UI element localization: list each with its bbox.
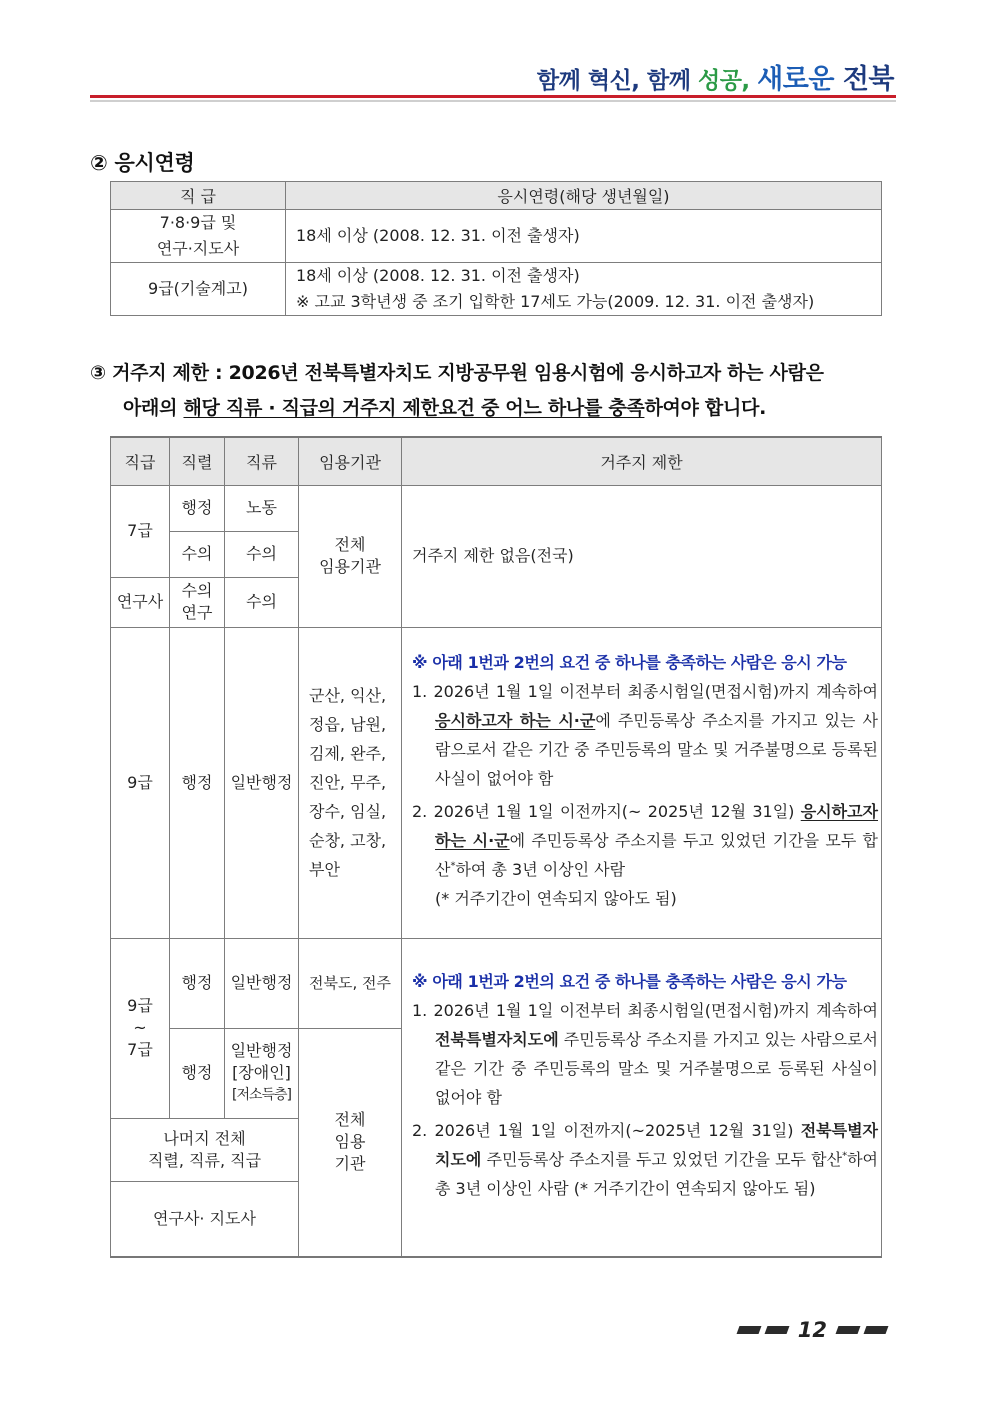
- remaining-grades-cell: [111, 1118, 299, 1181]
- series-text: 연구: [181, 603, 213, 622]
- page-footer: [738, 1318, 887, 1342]
- area-text: 장수, 임실,: [309, 802, 387, 821]
- header-divider-red: [90, 95, 896, 98]
- series-text: 수의: [181, 581, 213, 600]
- table-row: [111, 210, 882, 263]
- area-text: 군산, 익산,: [309, 686, 387, 705]
- page-header: [90, 55, 896, 107]
- item-text: 에 주민등록상 주소지를 두고 있었던 기간을 모두 합산: [435, 830, 878, 879]
- agency-text: 임용기관: [319, 557, 381, 576]
- agency-cell: [299, 627, 402, 938]
- slogan-part: 전북: [842, 64, 894, 95]
- table-header-row: [111, 182, 882, 210]
- agency-text: 전체: [334, 535, 366, 554]
- age-cell: [286, 210, 882, 263]
- requirement-note: ※ 아래 1번과 2번의 요건 중 하나를 충족하는 사람은 응시 가능: [412, 971, 847, 991]
- item-text: 2. 2026년 1월 1일 이전까지(~2025년 12월 31일): [412, 1120, 801, 1140]
- slogan-part: 성공,: [697, 68, 758, 94]
- header-cell: 직 급: [111, 182, 286, 210]
- series-cell: 행정: [170, 485, 225, 531]
- item-emphasis: 응시하고자 하는 시·군: [435, 801, 878, 850]
- series-cell: 행정: [170, 627, 225, 938]
- grade-text: 7·8·9급 및: [159, 213, 237, 232]
- series-cell: [170, 577, 225, 627]
- item-text: 1. 2026년 1월 1일 이전부터 최종시험일(면접시험)까지 계속하여: [412, 681, 878, 701]
- title-line: [90, 391, 898, 426]
- header-cell: 직렬: [170, 437, 225, 485]
- title-text: 아래의: [123, 397, 184, 419]
- title-text: 하여야 합니다.: [644, 397, 766, 419]
- requirement-footnote: (* 거주기간이 연속되지 않아도 됨): [435, 888, 677, 908]
- class-cell: 수의: [225, 577, 299, 627]
- remaining-text: 직렬, 직류, 직급: [147, 1150, 262, 1170]
- title-emphasis: 해당 직류 · 직급의 거주지 제한요건 중 어느 하나를 충족: [183, 397, 645, 419]
- area-text: 진안, 무주,: [309, 773, 387, 792]
- section-title-age: ② 응시연령: [90, 151, 195, 175]
- agency-text: 전체: [334, 1110, 366, 1130]
- agency-cell: 전북도, 전주: [299, 938, 402, 1028]
- slogan-part: 함께: [536, 68, 588, 94]
- item-emphasis: 응시하고자 하는 시·군: [435, 710, 596, 730]
- footnote-mark: *: [450, 860, 456, 872]
- agency-text: 기관: [334, 1154, 366, 1174]
- item-text: 1. 2026년 1월 1일 이전부터 최종시험일(면접시험)까지 계속하여: [412, 1000, 878, 1020]
- requirement-item-1: [412, 677, 878, 793]
- requirement-item-2: [412, 1116, 878, 1203]
- age-text: 18세 이상 (2008. 12. 31. 이전 출생자): [296, 226, 580, 245]
- section-title-residence: [90, 356, 898, 426]
- area-text: 김제, 완주,: [309, 744, 387, 763]
- item-text: 하여 총 3년 이상인 사람: [455, 859, 626, 879]
- residence-table: [110, 436, 882, 1258]
- requirement-note: ※ 아래 1번과 2번의 요건 중 하나를 충족하는 사람은 응시 가능: [412, 652, 847, 672]
- table-row: [111, 938, 882, 1028]
- class-cell: [225, 1028, 299, 1118]
- grade-text: 9급(기술계고): [148, 279, 248, 298]
- restriction-cell: 거주지 제한 없음(전국): [402, 485, 882, 627]
- grade-cell: 7급: [111, 485, 170, 577]
- agency-text: 임용: [334, 1132, 366, 1152]
- area-text: 순창, 고창,: [309, 831, 387, 850]
- class-text: [저소득층]: [231, 1087, 292, 1103]
- series-cell: 행정: [170, 938, 225, 1028]
- grade-text: ~: [133, 1018, 147, 1037]
- item-text: 에 주민등록상 주소지를 가지고 있는 사람으로서 같은 기간 중 주민등록의 말소 및 거주불명으로 등록된 사실이 없어야 함: [435, 710, 878, 788]
- class-text: [장애인]: [232, 1063, 291, 1082]
- table-row: [111, 627, 882, 938]
- slogan-part: 함께: [647, 68, 698, 94]
- header-cell: 직류: [225, 437, 299, 485]
- grade-cell: [111, 210, 286, 263]
- table-row: [111, 263, 882, 316]
- header-cell: 거주지 제한: [402, 437, 882, 485]
- agency-cell: [299, 485, 402, 627]
- grade-text: 연구·지도사: [156, 239, 240, 258]
- class-cell: 노동: [225, 485, 299, 531]
- title-line: ③ 거주지 제한 : 2026년 전북특별자치도 지방공무원 임용시험에 응시하고자 하는 사람은: [90, 362, 824, 384]
- class-text: 일반행정: [230, 1041, 293, 1060]
- table-row: [111, 485, 882, 531]
- grade-text: 9급: [127, 996, 153, 1015]
- footer-bar-decoration: [764, 1326, 789, 1334]
- item-text: 주민등록상 주소지를 가지고 있는 사람으로서 같은 기간 중 주민등록의 말소 및 거주불명으로 등록된 사실이 없어야 함: [435, 1029, 878, 1107]
- item-text: 2. 2026년 1월 1일 이전까지(~ 2025년 12월 31일): [412, 801, 801, 821]
- remaining-text: 나머지 전체: [163, 1128, 246, 1148]
- item-text: 주민등록상 주소지를 두고 있었던 기간을 모두 합산: [481, 1149, 843, 1169]
- restriction-cell: [402, 627, 882, 938]
- restriction-cell: [402, 938, 882, 1257]
- class-cell: 일반행정: [225, 938, 299, 1028]
- header-cell: 직급: [111, 437, 170, 485]
- grade-cell: [111, 938, 170, 1118]
- footer-bar-decoration: [864, 1326, 889, 1334]
- table-header-row: [111, 437, 882, 485]
- grade-text: 7급: [127, 1040, 153, 1059]
- requirement-item-2: [412, 797, 878, 884]
- footnote-mark: *: [842, 1150, 848, 1162]
- age-note: ※ 고교 3학년생 중 조기 입학한 17세도 가능(2009. 12. 31. 이전 출생자): [296, 292, 815, 311]
- footer-bar-decoration: [736, 1326, 761, 1334]
- area-text: 부안: [309, 860, 340, 879]
- class-cell: 수의: [225, 531, 299, 577]
- footer-bar-decoration: [836, 1326, 861, 1334]
- slogan-part: 새로운: [757, 64, 843, 95]
- age-cell: [286, 263, 882, 316]
- class-cell: 일반행정: [225, 627, 299, 938]
- header-divider-gray: [90, 100, 896, 102]
- requirement-item-1: [412, 996, 878, 1112]
- grade-cell: [111, 263, 286, 316]
- age-text: 18세 이상 (2008. 12. 31. 이전 출생자): [296, 266, 580, 285]
- header-cell: 임용기관: [299, 437, 402, 485]
- slogan-part: 혁신,: [587, 68, 648, 94]
- item-text: 하여 총 3년 이상인 사람 (* 거주기간이 연속되지 않아도 됨): [435, 1149, 878, 1198]
- agency-cell: [299, 1028, 402, 1257]
- page-number: 12: [797, 1318, 827, 1342]
- slogan-logo: [537, 57, 894, 96]
- series-cell: 수의: [170, 531, 225, 577]
- header-cell: 응시연령(해당 생년월일): [286, 182, 882, 210]
- item-emphasis: 전북특별자치도에: [435, 1120, 878, 1169]
- area-text: 정읍, 남원,: [309, 715, 387, 734]
- age-table: [110, 181, 882, 316]
- researcher-cell: 연구사· 지도사: [111, 1181, 299, 1257]
- grade-cell: 연구사: [111, 577, 170, 627]
- series-cell: 행정: [170, 1028, 225, 1118]
- item-emphasis: 전북특별자치도에: [435, 1029, 559, 1049]
- grade-cell: 9급: [111, 627, 170, 938]
